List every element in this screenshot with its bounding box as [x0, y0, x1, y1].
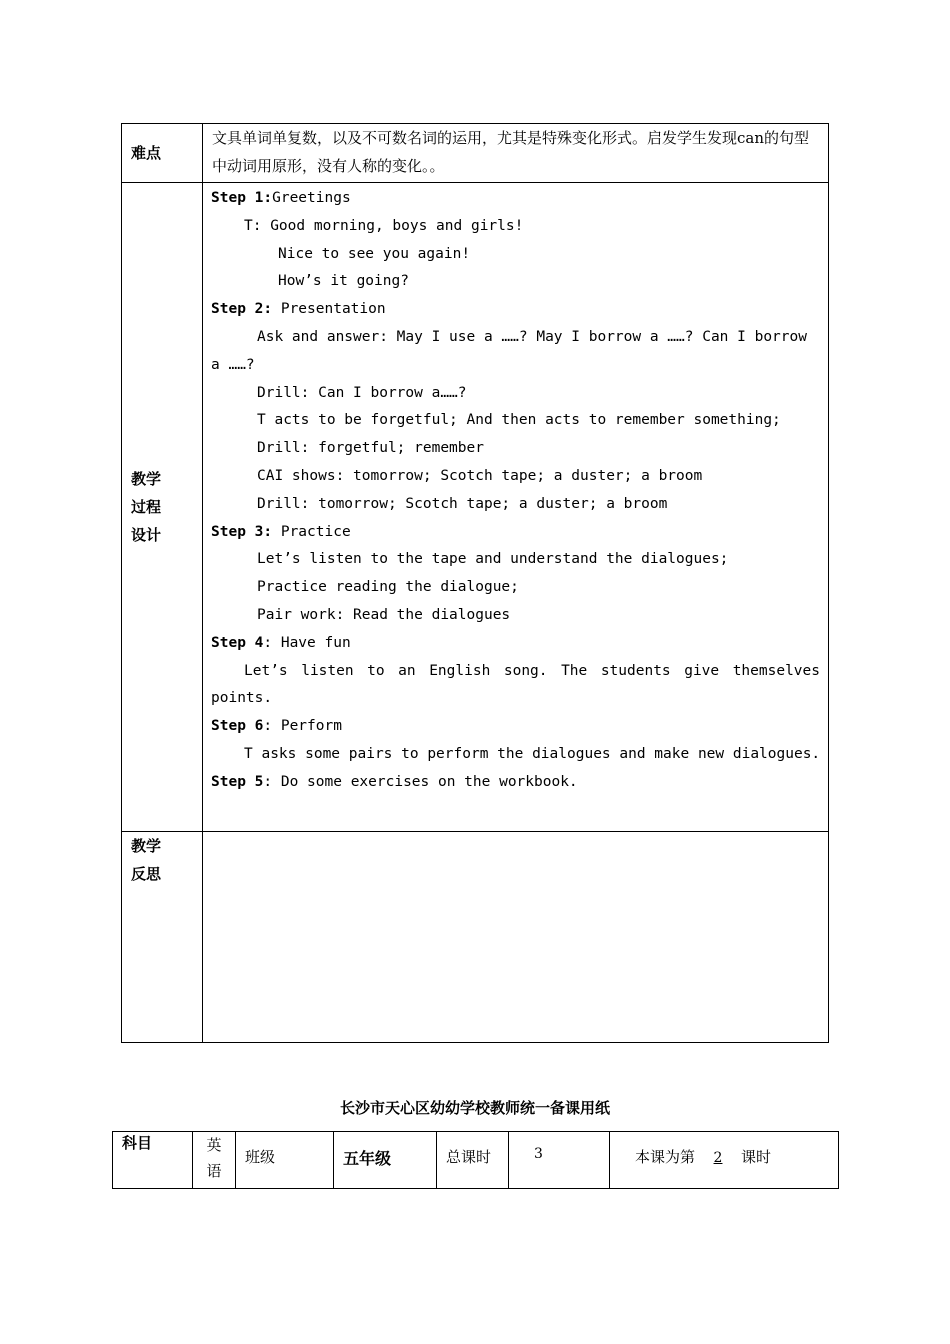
step-line: Let’s listen to the tape and understand the dialogues;: [257, 551, 729, 568]
step-number: Step 1:: [211, 190, 273, 207]
step-line: T acts to be forgetful; And then acts to remember something;: [257, 412, 781, 429]
total-hours-value: 3: [509, 1132, 610, 1189]
step-heading: [211, 713, 820, 741]
step-title: Presentation: [272, 301, 386, 318]
reflection-row: [122, 831, 829, 1042]
lesson-prefix: 本课为第: [635, 1148, 696, 1166]
step-title: : Perform: [263, 718, 342, 735]
teaching-steps: [203, 183, 828, 797]
step-title: Greetings: [272, 190, 351, 207]
process-row: [122, 183, 829, 832]
difficulty-row: [122, 124, 829, 183]
process-label-line: 过程: [131, 497, 162, 516]
step-line: Drill: forgetful; remember: [257, 440, 484, 457]
step-heading: [211, 630, 820, 658]
step-line: CAI shows: tomorrow; Scotch tape; a duster; a broom: [257, 468, 703, 485]
lesson-info-table: [112, 1131, 839, 1189]
reflection-label-line: 教学: [131, 836, 162, 855]
lesson-plan-table: [121, 123, 829, 1043]
lesson-info-row: [113, 1132, 839, 1189]
class-value: 五年级: [334, 1132, 437, 1189]
step-line: T asks some pairs to perform the dialogues and make new dialogues.: [244, 746, 821, 762]
process-label-cell: [122, 183, 203, 832]
reflection-content-cell[interactable]: [203, 831, 829, 1042]
step-line: Practice reading the dialogue;: [257, 579, 519, 596]
reflection-label-line: 反思: [131, 864, 162, 883]
step-line: Let’s listen to an English song. The students give themselves points.: [211, 662, 820, 707]
step-number: Step 2:: [211, 301, 273, 318]
step-heading: [211, 769, 820, 797]
step-number: Step 5: [211, 773, 264, 790]
class-label: 班级: [236, 1132, 334, 1189]
subject-value-char: 语: [206, 1162, 222, 1180]
subject-label: 科目: [113, 1132, 193, 1189]
lesson-number-cell: [610, 1132, 839, 1189]
difficulty-label-cell: [122, 124, 203, 183]
step-line-text: Ask and answer: May I use a ……? May I borrow a ……? Can I borrow a ……?: [211, 329, 807, 373]
step-title: : Have fun: [263, 634, 351, 651]
difficulty-text: 文具单词单复数，以及不可数名词的运用，尤其是特殊变化形式。启发学生发现can的句型中动词用原形，没有人称的变化。。: [212, 129, 810, 175]
step-heading: [211, 296, 820, 324]
step-line: Drill: tomorrow; Scotch tape; a duster; a broom: [257, 495, 668, 512]
total-hours-label: 总课时: [437, 1132, 509, 1189]
step-line: Drill: Can I borrow a……?: [257, 384, 467, 401]
step-number: Step 6: [211, 718, 264, 735]
difficulty-content-cell: [203, 124, 829, 183]
lesson-number: 2: [713, 1150, 723, 1166]
step-number: Step 3:: [211, 523, 273, 540]
subject-value-char: 英: [206, 1136, 222, 1154]
process-label-line: 设计: [131, 525, 162, 544]
step-line: Pair work: Read the dialogues: [257, 607, 511, 624]
difficulty-label: 难点: [131, 144, 162, 163]
step-title: : Do some exercises on the workbook.: [263, 773, 578, 790]
step-line: T: Good morning, boys and girls!: [244, 217, 524, 234]
subject-value: [193, 1132, 236, 1189]
lesson-suffix: 课时: [741, 1148, 772, 1166]
step-line: How’s it going?: [278, 273, 409, 290]
process-content-cell: [203, 183, 829, 832]
step-heading: [211, 519, 820, 547]
step-number: Step 4: [211, 634, 264, 651]
form-title: 长沙市天心区幼幼学校教师统一备课用纸: [339, 1099, 610, 1117]
process-label-line: 教学: [131, 469, 162, 488]
step-heading: [211, 185, 820, 213]
reflection-label-cell: [122, 831, 203, 1042]
step-line: [211, 324, 820, 380]
step-title: Practice: [272, 523, 351, 540]
step-line: Nice to see you again!: [278, 245, 471, 262]
